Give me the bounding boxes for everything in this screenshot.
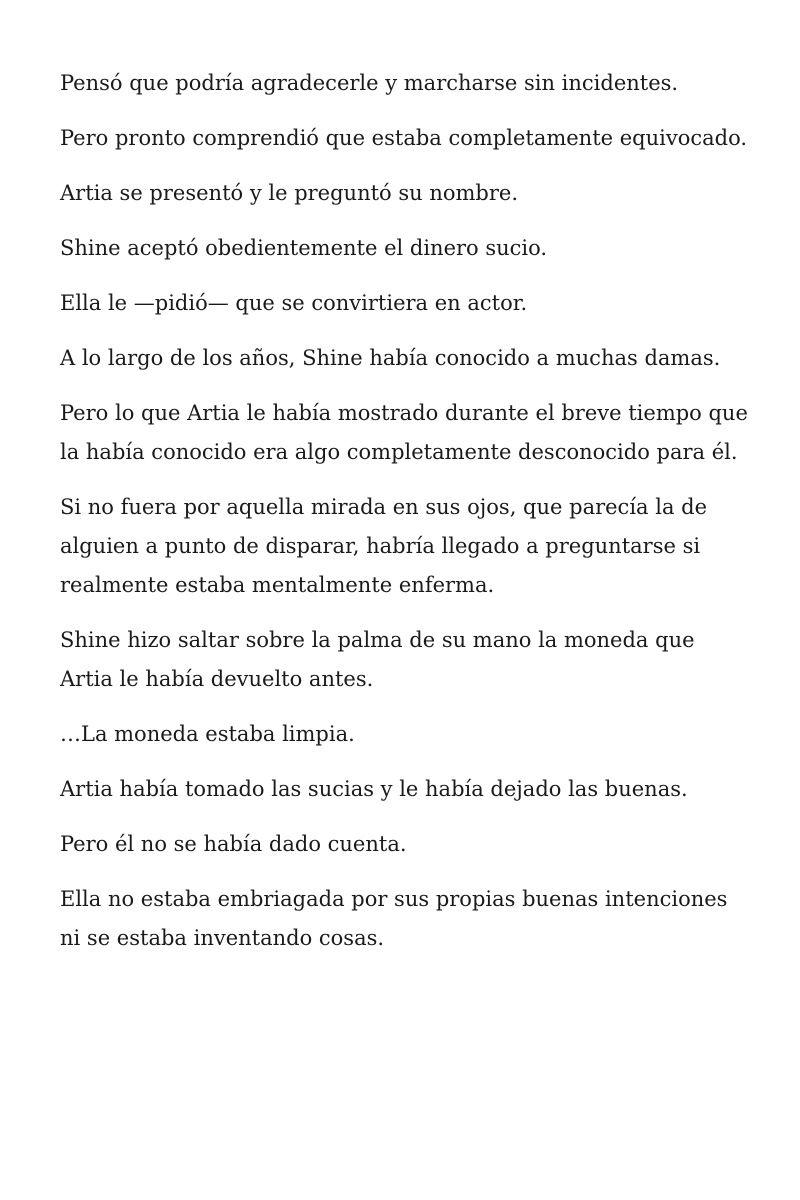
paragraph: Pero él no se había dado cuenta.: [60, 832, 407, 856]
paragraph: Artia se presentó y le preguntó su nombre.: [60, 181, 518, 205]
paragraph: Si no fuera por aquella mirada en sus ojos, que parecía la de alguien a punto de disparar, habría llegado a preguntarse si realmente estaba mentalmente enferma.: [60, 495, 708, 597]
paragraph: …La moneda estaba limpia.: [60, 722, 355, 746]
paragraph: Ella le —pidió— que se convirtiera en actor.: [60, 291, 528, 315]
paragraph: Ella no estaba embriagada por sus propias buenas intenciones ni se estaba inventando cosas.: [60, 887, 728, 950]
paragraph: Shine aceptó obedientemente el dinero sucio.: [60, 236, 548, 260]
paragraph: Artia había tomado las sucias y le había dejado las buenas.: [60, 777, 688, 801]
paragraph: Pero pronto comprendió que estaba completamente equivocado.: [60, 126, 748, 150]
paragraph: A lo largo de los años, Shine había conocido a muchas damas.: [60, 346, 721, 370]
paragraph: Pero lo que Artia le había mostrado durante el breve tiempo que la había conocido era algo completamente desconocido para él.: [60, 401, 748, 464]
paragraph: Pensó que podría agradecerle y marcharse sin incidentes.: [60, 71, 679, 95]
paragraph: Shine hizo saltar sobre la palma de su mano la moneda que Artia le había devuelto antes.: [60, 628, 695, 691]
